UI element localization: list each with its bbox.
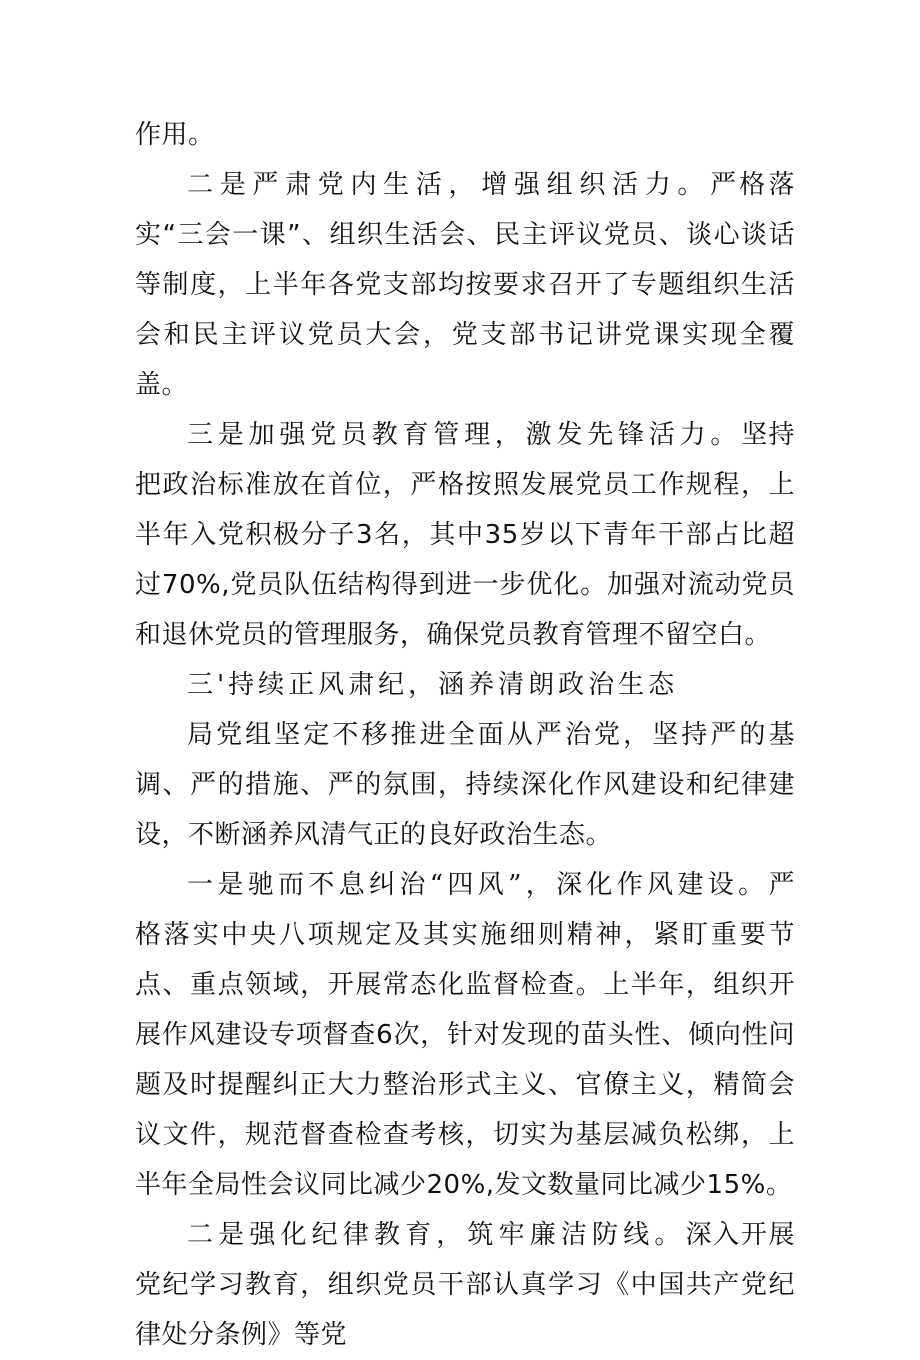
- paragraph-text: 严格落实“三会一课”、组织生活会、民主评议党员、谈心谈话等制度，上半年各党支部均按要求召开了专题组织生活会和民主评议党员大会，党支部书记讲党课实现全覆盖。: [135, 170, 795, 400]
- paragraph-text: 严格落实中央八项规定及其实施细则精神，紧盯重要节点、重点领域，开展常态化监督检查。上半年，组织开展作风建设专项督查6次，针对发现的苗头性、倾向性问题及时提醒纠正大力整治形式主义、官僚主义，精简会议文件，规范督查检查考核，切实为基层减负松绑，上半年全局性会议同比减少20%,发文数量同比减少15%。: [135, 870, 795, 1200]
- paragraph-four-styles: [135, 860, 795, 1210]
- paragraph-text: 局党组坚定不移推进全面从严治党，坚持严的基调、严的措施、严的氛围，持续深化作风建设和纪律建设，不断涵养风清气正的良好政治生态。: [135, 720, 795, 850]
- paragraph-text: 坚持把政治标准放在首位，严格按照发展党员工作规程，上半年入党积极分子3名，其中35岁以下青年干部占比超过70%,党员队伍结构得到进一步优化。加强对流动党员和退休党员的管理服务，确保党员教育管理不留空白。: [135, 420, 795, 650]
- paragraph-lead: 三是加强党员教育管理，激发先锋活力。: [187, 420, 742, 450]
- paragraph-continuation: [135, 110, 795, 160]
- paragraph-lead: 二是强化纪律教育，筑牢廉洁防线。: [187, 1220, 686, 1250]
- paragraph-text: 作用。: [135, 120, 215, 150]
- section-heading: 三'持续正风肃纪，涵养清朗政治生态: [187, 670, 679, 700]
- paragraph-discipline-education: [135, 1210, 795, 1360]
- paragraph-party-life: [135, 160, 795, 410]
- paragraph-member-education: [135, 410, 795, 660]
- paragraph-text: 深入开展党纪学习教育，组织党员干部认真学习《中国共产党纪律处分条例》等党: [135, 1220, 795, 1350]
- paragraph-lead: 二是严肃党内生活，增强组织活力。: [187, 170, 711, 200]
- paragraph-section-intro: [135, 710, 795, 860]
- paragraph-lead: 一是驰而不息纠治“四风”，深化作风建设。: [187, 870, 769, 900]
